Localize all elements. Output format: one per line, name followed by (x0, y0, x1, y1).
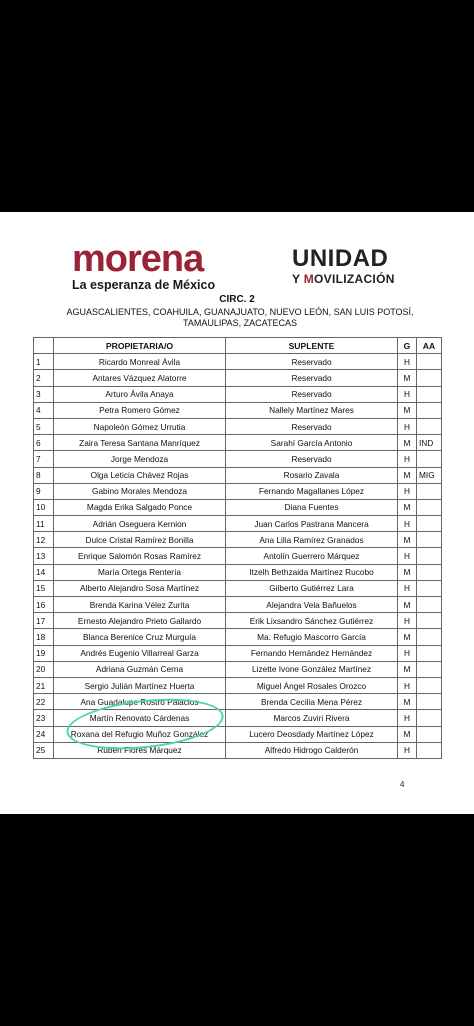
row-number: 6 (34, 435, 54, 451)
aa-cell (417, 354, 442, 370)
header-gender: G (398, 338, 417, 354)
row-number: 10 (34, 499, 54, 515)
aa-cell (417, 548, 442, 564)
suplente-cell: Reservado (226, 386, 398, 402)
propietario-cell: Rubén Flores Márquez (54, 742, 226, 758)
gender-cell: M (398, 467, 417, 483)
gender-cell: M (398, 629, 417, 645)
aa-cell (417, 418, 442, 434)
suplente-cell: Itzelh Bethzaida Martínez Rucobo (226, 564, 398, 580)
table-row (34, 564, 442, 580)
row-number: 20 (34, 661, 54, 677)
table-row (34, 532, 442, 548)
suplente-cell: Lucero Deosdady Martínez López (226, 726, 398, 742)
propietario-cell: Brenda Karina Vélez Zurita (54, 597, 226, 613)
suplente-cell: Lizette Ivone González Martínez (226, 661, 398, 677)
aa-cell (417, 564, 442, 580)
table-row (34, 548, 442, 564)
row-number: 16 (34, 597, 54, 613)
aa-cell (417, 613, 442, 629)
propietario-cell: Alberto Alejandro Sosa Martínez (54, 580, 226, 596)
row-number: 19 (34, 645, 54, 661)
coalition-logo (292, 246, 395, 286)
suplente-cell: Erik Lixsandro Sánchez Gutiérrez (226, 613, 398, 629)
gender-cell: H (398, 645, 417, 661)
table-row (34, 499, 442, 515)
suplente-cell: Gilberto Gutiérrez Lara (226, 580, 398, 596)
propietario-cell: Andrés Eugenio Villarreal Garza (54, 645, 226, 661)
propietario-cell: Adrián Oseguera Kernion (54, 516, 226, 532)
header-suplente: SUPLENTE (226, 338, 398, 354)
suplente-cell: Marcos Zuviri Rivera (226, 710, 398, 726)
suplente-cell: Rosario Zavala (226, 467, 398, 483)
table-row (34, 386, 442, 402)
propietario-cell: Roxana del Refugio Muñoz González (54, 726, 226, 742)
gender-cell: M (398, 661, 417, 677)
table-row (34, 580, 442, 596)
table-row (34, 629, 442, 645)
aa-cell (417, 677, 442, 693)
row-number: 2 (34, 370, 54, 386)
gender-cell: H (398, 354, 417, 370)
row-number: 8 (34, 467, 54, 483)
gender-cell: H (398, 580, 417, 596)
row-number: 14 (34, 564, 54, 580)
aa-cell (417, 597, 442, 613)
aa-cell (417, 532, 442, 548)
header-aa: AA (417, 338, 442, 354)
row-number: 5 (34, 418, 54, 434)
aa-cell (417, 483, 442, 499)
suplente-cell: Fernando Magallanes López (226, 483, 398, 499)
suplente-cell: Fernando Hernández Hernández (226, 645, 398, 661)
gender-cell: H (398, 710, 417, 726)
row-number: 1 (34, 354, 54, 370)
suplente-cell: Brenda Cecilia Mena Pérez (226, 694, 398, 710)
propietario-cell: Gabino Morales Mendoza (54, 483, 226, 499)
coalition-line2 (292, 272, 395, 286)
table-row (34, 354, 442, 370)
propietario-cell: Enrique Salomón Rosas Ramírez (54, 548, 226, 564)
aa-cell (417, 451, 442, 467)
circ-title: CIRC. 2 (219, 294, 255, 305)
gender-cell: H (398, 386, 417, 402)
suplente-cell: Sarahí García Antonio (226, 435, 398, 451)
row-number: 25 (34, 742, 54, 758)
aa-cell (417, 726, 442, 742)
suplente-cell: Alejandra Vela Bañuelos (226, 597, 398, 613)
propietario-cell: Martín Renovato Cárdenas (54, 710, 226, 726)
row-number: 3 (34, 386, 54, 402)
table-header-row (34, 338, 442, 354)
gender-cell: H (398, 483, 417, 499)
row-number: 18 (34, 629, 54, 645)
propietario-cell: María Ortega Rentería (54, 564, 226, 580)
aa-cell: IND (417, 435, 442, 451)
suplente-cell: Reservado (226, 370, 398, 386)
propietario-cell: Napoleón Gómez Urrutia (54, 418, 226, 434)
page-number: 4 (400, 780, 405, 789)
propietario-cell: Dulce Cristal Ramírez Bonilla (54, 532, 226, 548)
gender-cell: H (398, 613, 417, 629)
aa-cell (417, 499, 442, 515)
suplente-cell: Juan Carlos Pastrana Mancera (226, 516, 398, 532)
suplente-cell: Reservado (226, 418, 398, 434)
suplente-cell: Miguel Ángel Rosales Orozco (226, 677, 398, 693)
aa-cell (417, 629, 442, 645)
gender-cell: H (398, 516, 417, 532)
gender-cell: M (398, 532, 417, 548)
table-row (34, 694, 442, 710)
table-row (34, 661, 442, 677)
aa-cell (417, 580, 442, 596)
table-row (34, 418, 442, 434)
suplente-cell: Ma. Refugio Mascorro García (226, 629, 398, 645)
table-row (34, 467, 442, 483)
suplente-cell: Alfredo Hidrogo Calderón (226, 742, 398, 758)
gender-cell: M (398, 597, 417, 613)
row-number: 9 (34, 483, 54, 499)
party-tagline: La esperanza de México (72, 278, 216, 292)
propietario-cell: Sergio Julián Martínez Huerta (54, 677, 226, 693)
party-name: morena (72, 238, 204, 280)
gender-cell: M (398, 726, 417, 742)
suplente-cell: Antolín Guerrero Márquez (226, 548, 398, 564)
table-row (34, 402, 442, 418)
gender-cell: M (398, 402, 417, 418)
gender-cell: M (398, 370, 417, 386)
gender-cell: H (398, 548, 417, 564)
propietario-cell: Adriana Guzmán Cerna (54, 661, 226, 677)
propietario-cell: Arturo Ávila Anaya (54, 386, 226, 402)
propietario-cell: Blanca Berenice Cruz Murguía (54, 629, 226, 645)
propietario-cell: Ernesto Alejandro Prieto Gallardo (54, 613, 226, 629)
document-page (0, 212, 474, 814)
row-number: 11 (34, 516, 54, 532)
gender-cell: H (398, 418, 417, 434)
aa-cell (417, 402, 442, 418)
table-row (34, 370, 442, 386)
propietario-cell: Ana Guadalupe Rostro Palacios (54, 694, 226, 710)
table-row (34, 597, 442, 613)
table-row (34, 435, 442, 451)
row-number: 15 (34, 580, 54, 596)
row-number: 12 (34, 532, 54, 548)
gender-cell: M (398, 564, 417, 580)
table-row (34, 516, 442, 532)
aa-cell: MIG (417, 467, 442, 483)
propietario-cell: Antares Vázquez Alatorre (54, 370, 226, 386)
gender-cell: M (398, 499, 417, 515)
table-row (34, 677, 442, 693)
suplente-cell: Ana Lilia Ramírez Granados (226, 532, 398, 548)
table-row (34, 645, 442, 661)
propietario-cell: Jorge Mendoza (54, 451, 226, 467)
gender-cell: M (398, 694, 417, 710)
propietario-cell: Petra Romero Gómez (54, 402, 226, 418)
row-number: 23 (34, 710, 54, 726)
aa-cell (417, 370, 442, 386)
row-number: 17 (34, 613, 54, 629)
coalition-line1: UNIDAD (292, 245, 389, 272)
propietario-cell: Magda Erika Salgado Ponce (54, 499, 226, 515)
table-row (34, 613, 442, 629)
suplente-cell: Reservado (226, 354, 398, 370)
suplente-cell: Nallely Martínez Mares (226, 402, 398, 418)
aa-cell (417, 694, 442, 710)
table-row (34, 451, 442, 467)
morena-logo (72, 240, 215, 292)
aa-cell (417, 710, 442, 726)
propietario-cell: Olga Leticia Chávez Rojas (54, 467, 226, 483)
aa-cell (417, 742, 442, 758)
header-number (34, 338, 54, 354)
coalition-line2-rest: OVILIZACIÓN (314, 272, 395, 286)
gender-cell: M (398, 435, 417, 451)
aa-cell (417, 645, 442, 661)
aa-cell (417, 516, 442, 532)
row-number: 21 (34, 677, 54, 693)
aa-cell (417, 386, 442, 402)
gender-cell: H (398, 677, 417, 693)
row-number: 13 (34, 548, 54, 564)
row-number: 4 (34, 402, 54, 418)
suplente-cell: Diana Fuentes (226, 499, 398, 515)
coalition-line2-prefix: Y (292, 272, 304, 286)
aa-cell (417, 661, 442, 677)
row-number: 22 (34, 694, 54, 710)
suplente-cell: Reservado (226, 451, 398, 467)
states-list: AGUASCALIENTES, COAHUILA, GUANAJUATO, NUEVO LEÓN, SAN LUIS POTOSÍ, TAMAULIPAS, ZACATECAS (66, 307, 414, 328)
row-number: 7 (34, 451, 54, 467)
row-number: 24 (34, 726, 54, 742)
propietario-cell: Ricardo Monreal Ávila (54, 354, 226, 370)
table-row (34, 483, 442, 499)
coalition-line2-accent: M (303, 272, 315, 286)
candidates-table (33, 337, 442, 759)
propietario-cell: Zaira Teresa Santana Manríquez (54, 435, 226, 451)
gender-cell: H (398, 451, 417, 467)
header-propietario: PROPIETARIA/O (54, 338, 226, 354)
gender-cell: H (398, 742, 417, 758)
